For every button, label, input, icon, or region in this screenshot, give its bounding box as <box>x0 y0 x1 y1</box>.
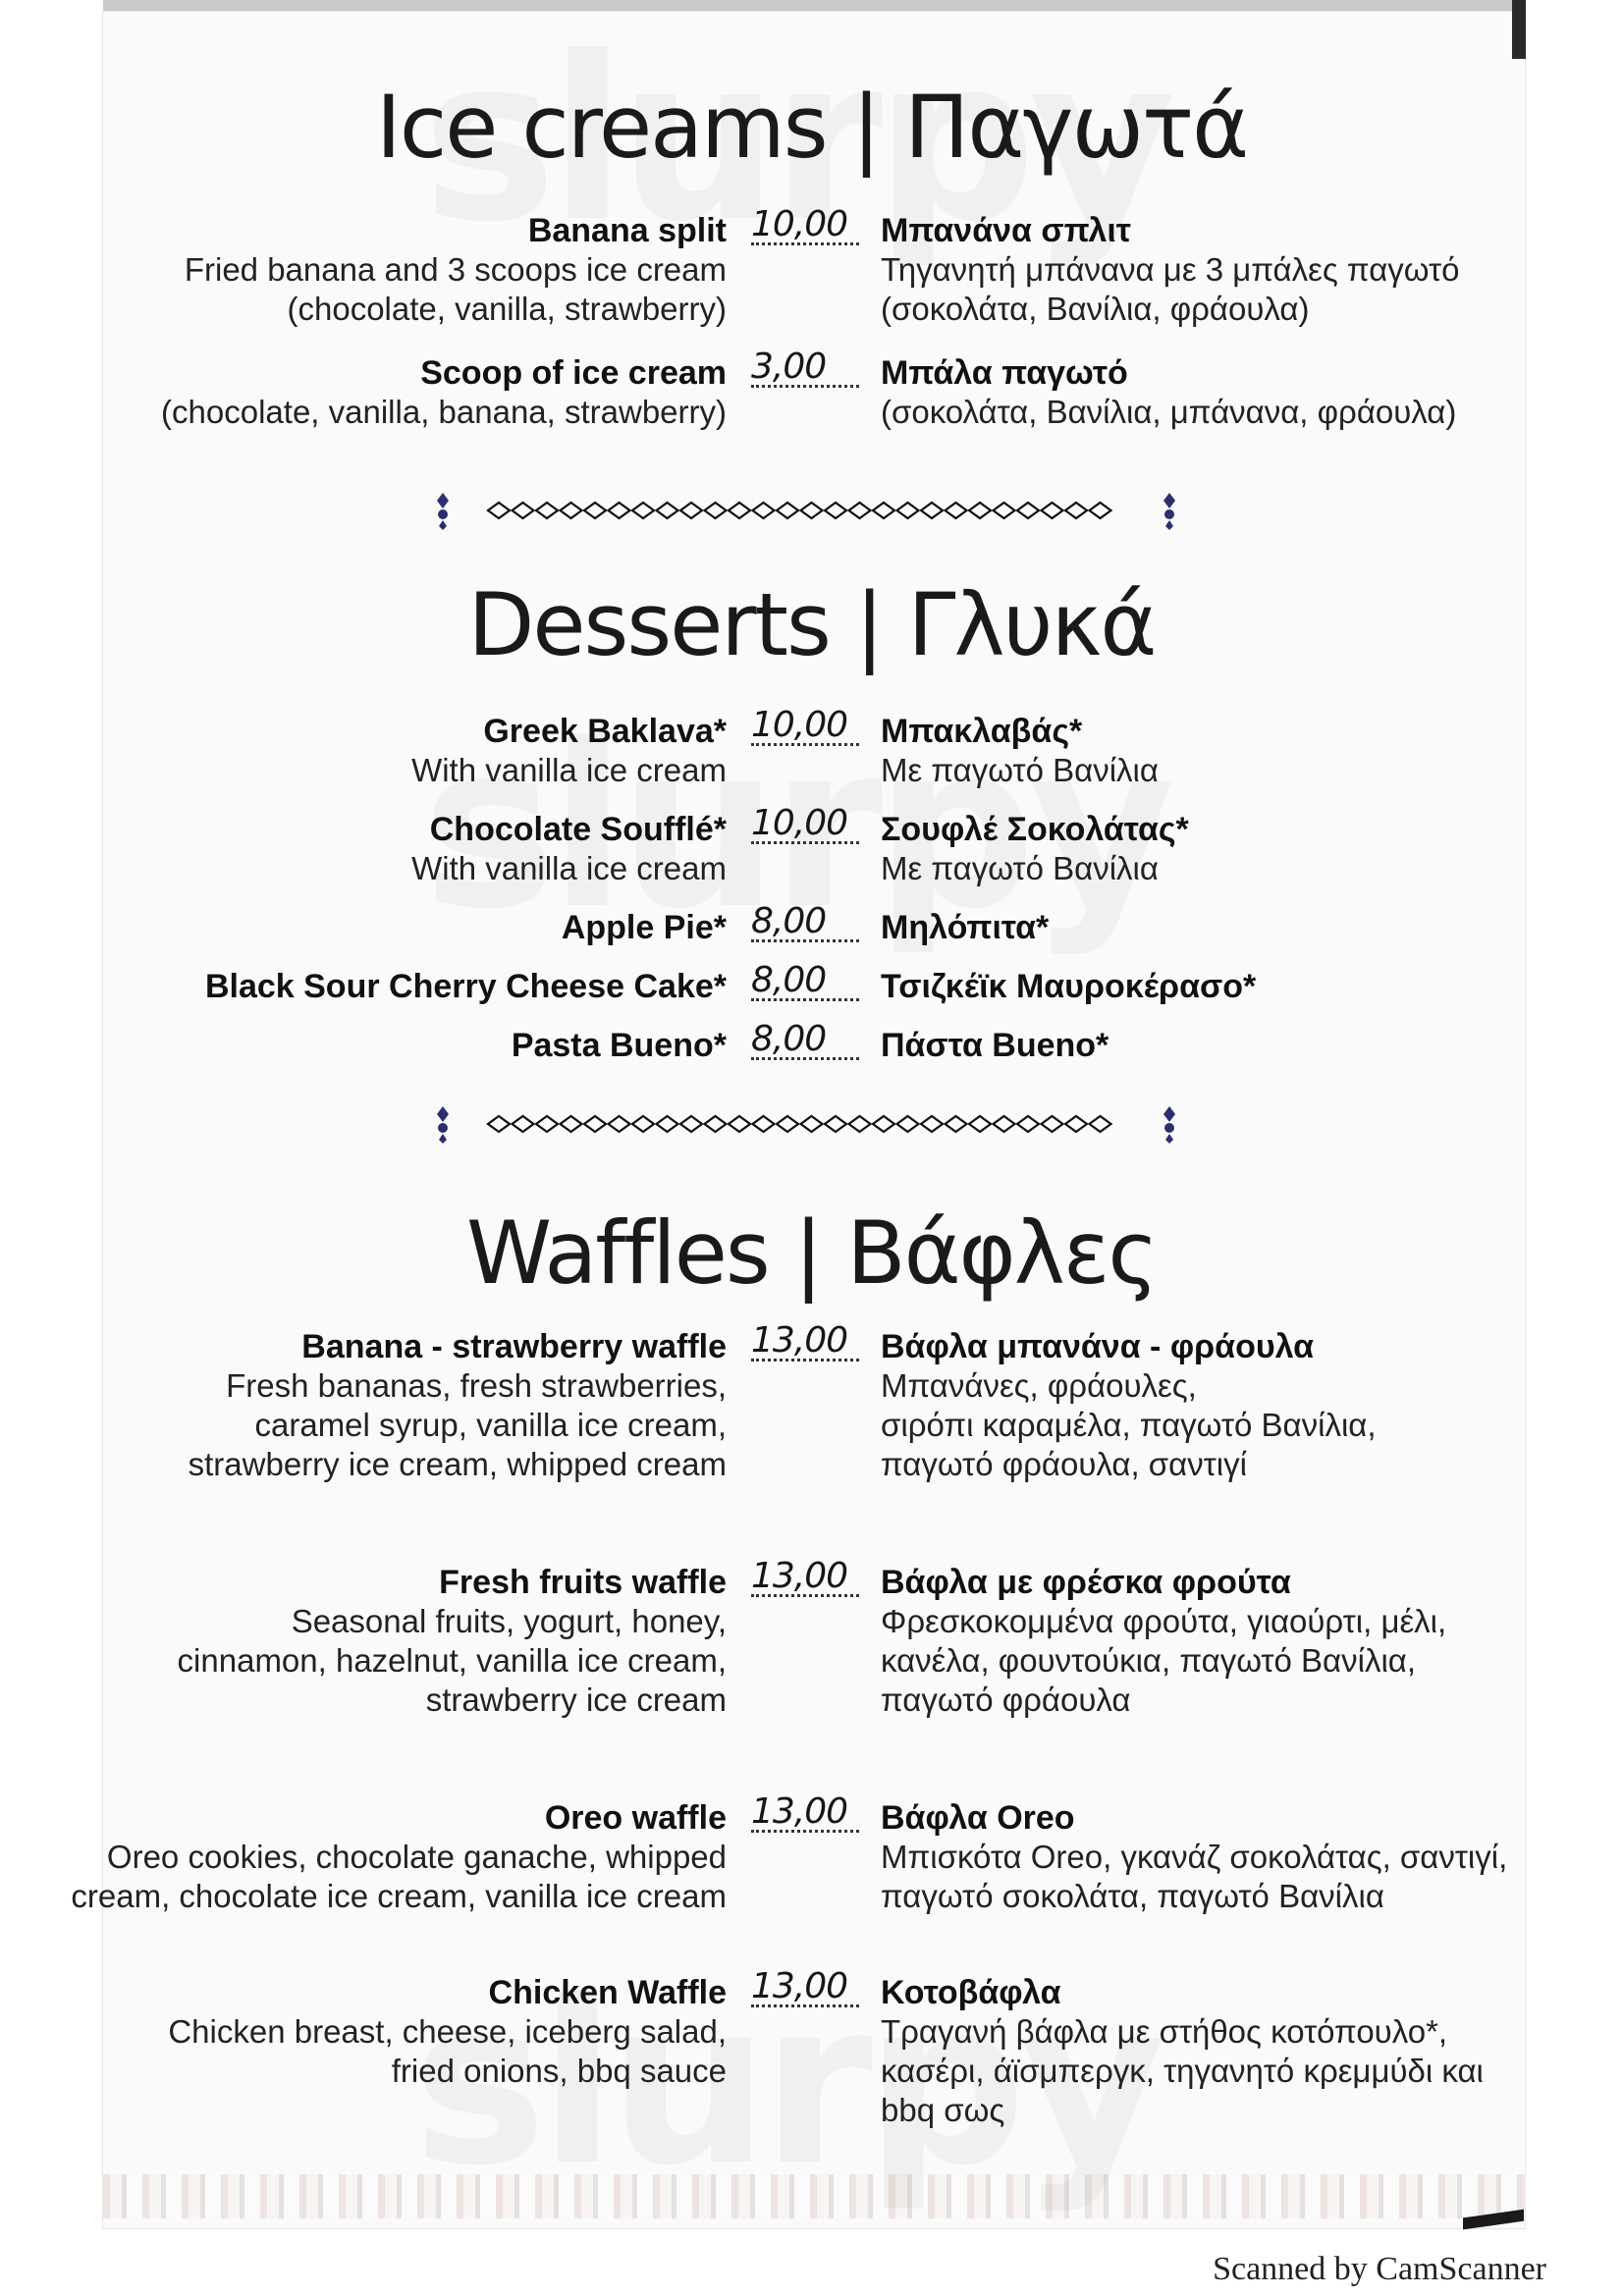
ornament-divider <box>432 491 1188 530</box>
item-price: 13,00 <box>751 1969 859 2007</box>
diamond-chain-icon <box>486 1114 1134 1134</box>
item-description-en: strawberry ice cream <box>425 1682 727 1718</box>
item-name-gr: Σουφλέ Σοκολάτας* <box>881 811 1189 848</box>
item-price: 10,00 <box>751 708 859 746</box>
item-english <box>562 908 727 947</box>
item-price: 13,00 <box>751 1559 859 1597</box>
item-price: 13,00 <box>751 1794 859 1833</box>
item-name-en: Chicken Waffle <box>488 1974 727 2011</box>
item-description-gr: Φρεσκοκομμένα φρούτα, γιαούρτι, μέλι, <box>881 1603 1447 1639</box>
item-description-en: cinnamon, hazelnut, vanilla ice cream, <box>177 1642 727 1679</box>
item-name-en: Apple Pie* <box>561 909 727 946</box>
item-description-gr: (σοκολάτα, Βανίλια, μπάνανα, φράουλα) <box>881 394 1457 430</box>
item-english <box>161 353 727 432</box>
item-description-en: (chocolate, vanilla, strawberry) <box>287 291 727 327</box>
item-greek <box>881 810 1189 888</box>
item-description-gr: σιρόπι καραμέλα, παγωτό Βανίλια, <box>881 1407 1377 1443</box>
page-corner-shadow <box>1512 0 1526 59</box>
item-description-gr: κασέρι, άϊσμπεργκ, τηγανητό κρεμμύδι και <box>881 2053 1484 2089</box>
diamond-chain-icon <box>486 501 1134 520</box>
item-english <box>71 1798 727 1916</box>
item-name-gr: Βάφλα μπανάνα - φράουλα <box>881 1328 1315 1365</box>
item-name-en: Scoop of ice cream <box>420 354 727 392</box>
section-title-ice-creams: Ice creams | Παγωτά <box>375 77 1248 178</box>
item-description-gr: Τηγανητή μπάνανα με 3 μπάλες παγωτό <box>881 251 1460 288</box>
item-name-gr: Μπάλα παγωτό <box>881 354 1128 392</box>
ornament-left-icon <box>432 491 454 530</box>
item-english <box>512 1026 727 1065</box>
item-greek <box>881 211 1459 329</box>
item-price: 8,00 <box>751 963 859 1001</box>
item-description-gr: bbq σως <box>881 2092 1005 2128</box>
item-description-en: Oreo cookies, chocolate ganache, whipped <box>106 1839 727 1875</box>
item-description-en: Seasonal fruits, yogurt, honey, <box>291 1603 727 1639</box>
item-english <box>185 211 727 329</box>
item-name-en: Chocolate Soufflé* <box>429 811 727 848</box>
item-english <box>205 967 727 1006</box>
item-price: 10,00 <box>751 806 859 844</box>
item-name-gr: Πάστα Bueno* <box>881 1027 1109 1064</box>
item-description-gr: Μπανάνες, φράουλες, <box>881 1367 1197 1404</box>
item-price: 8,00 <box>751 1022 859 1060</box>
item-description-en: Fresh bananas, fresh strawberries, <box>226 1367 727 1404</box>
item-description-gr: (σοκολάτα, Βανίλια, φράουλα) <box>881 291 1310 327</box>
item-description-en: With vanilla ice cream <box>411 752 727 788</box>
item-description-en: Chicken breast, cheese, iceberg salad, <box>168 2013 727 2050</box>
item-name-en: Greek Baklava* <box>483 713 727 750</box>
ornament-divider <box>432 1104 1188 1144</box>
item-description-en: Fried banana and 3 scoops ice cream <box>184 251 727 288</box>
item-greek <box>881 353 1456 432</box>
item-price: 13,00 <box>751 1323 859 1362</box>
item-name-en: Oreo waffle <box>544 1799 727 1837</box>
item-greek <box>881 908 1049 947</box>
item-greek <box>881 1026 1109 1065</box>
item-name-gr: Τσιζκέϊκ Μαυροκέρασο* <box>881 968 1257 1005</box>
ornament-right-icon <box>1159 1104 1180 1144</box>
item-name-gr: Κοτοβάφλα <box>881 1974 1061 2011</box>
item-description-gr: κανέλα, φουντούκια, παγωτό Βανίλια, <box>881 1642 1417 1679</box>
item-name-en: Black Sour Cherry Cheese Cake* <box>204 968 727 1005</box>
item-description-en: caramel syrup, vanilla ice cream, <box>254 1407 727 1443</box>
item-name-gr: Μπακλαβάς* <box>881 713 1083 750</box>
item-description-gr: Με παγωτό Βανίλια <box>881 850 1159 886</box>
item-name-gr: Βάφλα Oreo <box>881 1799 1075 1837</box>
item-price: 10,00 <box>751 207 859 245</box>
section-title-waffles: Waffles | Βάφλες <box>465 1202 1158 1304</box>
item-greek <box>881 712 1159 790</box>
item-greek <box>881 967 1256 1006</box>
item-name-en: Banana split <box>527 212 727 249</box>
item-greek <box>881 1798 1507 1916</box>
item-greek <box>881 1563 1446 1720</box>
item-name-en: Pasta Bueno* <box>511 1027 727 1064</box>
item-name-gr: Μπανάνα σπλιτ <box>881 212 1131 249</box>
item-price: 3,00 <box>751 349 859 388</box>
item-description-gr: Μπισκότα Oreo, γκανάζ σοκολάτας, σαντιγί, <box>881 1839 1508 1875</box>
item-description-gr: Τραγανή βάφλα με στήθος κοτόπουλο*, <box>881 2013 1448 2050</box>
item-description-en: fried onions, bbq sauce <box>391 2053 727 2089</box>
item-description-en: With vanilla ice cream <box>411 850 727 886</box>
item-english <box>168 1973 727 2091</box>
item-name-en: Fresh fruits waffle <box>439 1564 727 1601</box>
item-name-gr: Βάφλα με φρέσκα φρούτα <box>881 1564 1291 1601</box>
item-description-en: (chocolate, vanilla, banana, strawberry) <box>161 394 727 430</box>
item-english <box>189 1327 727 1484</box>
ornament-left-icon <box>432 1104 454 1144</box>
section-title-desserts: Desserts | Γλυκά <box>467 574 1156 675</box>
item-price: 8,00 <box>751 904 859 942</box>
item-description-gr: παγωτό σοκολάτα, παγωτό Βανίλια <box>881 1878 1384 1914</box>
scanner-footer: Scanned by CamScanner <box>1213 2251 1546 2287</box>
item-description-en: strawberry ice cream, whipped cream <box>188 1446 727 1482</box>
item-name-gr: Μηλόπιτα* <box>881 909 1050 946</box>
item-english <box>411 712 727 790</box>
item-english <box>178 1563 727 1720</box>
item-description-gr: Με παγωτό Βανίλια <box>881 752 1159 788</box>
ornament-right-icon <box>1159 491 1180 530</box>
item-name-en: Banana - strawberry waffle <box>301 1328 727 1365</box>
item-greek <box>881 1327 1377 1484</box>
item-english <box>411 810 727 888</box>
item-description-gr: παγωτό φράουλα, σαντιγί <box>881 1446 1247 1482</box>
item-description-en: cream, chocolate ice cream, vanilla ice cream <box>71 1878 727 1914</box>
item-greek <box>881 1973 1484 2130</box>
item-description-gr: παγωτό φράουλα <box>881 1682 1131 1718</box>
